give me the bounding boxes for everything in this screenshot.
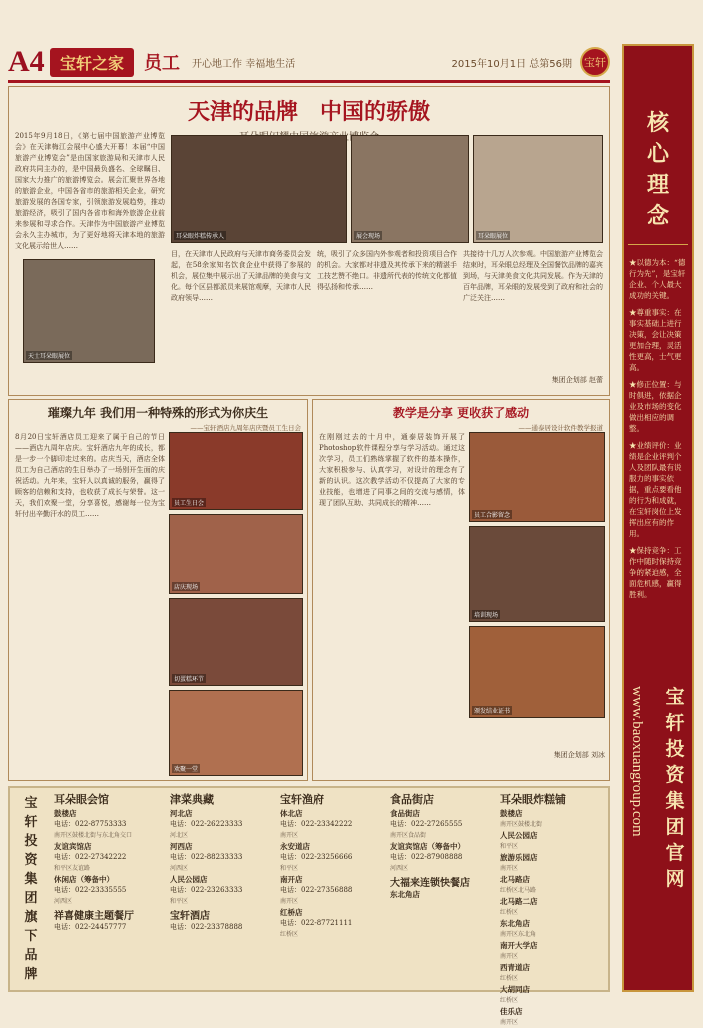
main-photo-3 [473,135,603,243]
group-site-char: 官 [665,842,685,864]
store-address: 和平区 [170,898,189,905]
sidebar-title [624,108,692,232]
store-address: 红桥区 [500,909,519,916]
store-address: 红桥区 [500,997,519,1004]
store-name: 南开店 [280,875,303,884]
store-phone: 电话：022-87721111 [280,919,353,927]
directory-label-char: 旗 [24,910,38,925]
directory-heading: 耳朵眼会馆 [54,793,109,806]
store-address: 南开区鼓楼北街与东北角交口 [54,832,133,839]
main-article [8,86,610,396]
logo-text: 宝轩 [584,56,606,69]
store-address: 红桥区北马路 [500,887,537,894]
store-phone: 电话：022-23263333 [170,886,243,894]
teaching-photo-2-caption: 培训现场 [474,612,499,619]
store-name: 旅游乐园店 [500,853,538,862]
store-address: 河西区 [54,898,73,905]
store-name: 友谊宾馆店（筹备中） [390,842,465,851]
store-name: 北马路二店 [500,897,538,906]
store-address: 南开区 [280,898,299,905]
anniversary-article-byline: ——宝轩酒店九周年店庆暨员工生日会 [190,424,301,432]
store-address: 南开区 [500,865,519,872]
store-address: 河北区 [170,832,189,839]
store-address: 南开区鼓楼北街 [500,821,543,828]
main-photo-1 [171,135,347,243]
page-number: A4 [8,45,45,78]
main-article-author: 集团企划部 赵蕾 [551,376,603,384]
anniversary-photo-3 [169,598,303,686]
core-values-sidebar [622,44,694,992]
main-photo-1-caption: 耳朵眼炸糕传承人 [176,233,225,240]
store-address: 南开区东北角 [500,931,537,938]
main-col-2: 目，在天津市人民政府与天津市商务委员会发起，在58余家知名饮食企业中获得了参展的机会，展位集中展示出了天津品牌的美食与文化。每个区县都派员来展馆观摩，天津市人民政府领导…… [171,250,311,302]
store-name: 大福来连锁快餐店 [390,878,470,889]
store-phone: 电话：022-23335555 [54,886,127,894]
sidebar-title-char: 心 [646,141,669,167]
store-name: 友谊宾馆店 [54,842,92,851]
main-photo-3-caption: 耳朵眼展位 [478,233,509,240]
anniversary-photo-2-caption: 店庆现场 [174,584,199,591]
directory-label-char: 集 [24,872,38,887]
group-site-char: 集 [665,790,685,812]
directory-col-2 [170,794,274,933]
store-name: 北马路店 [500,875,530,884]
directory-col-3 [280,794,384,940]
store-name: 人民公园店 [500,831,538,840]
directory-label-char: 品 [24,948,38,963]
teaching-photo-1-caption: 员工合影留念 [474,512,511,519]
anniversary-article [8,399,308,781]
store-phone: 电话：022-27342222 [54,853,127,861]
issue-date: 2015年10月1日 总第56期 [451,58,572,70]
store-name: 河西店 [170,842,193,851]
directory-heading: 耳朵眼炸糕铺 [500,793,566,806]
directory-label [16,794,46,984]
store-name: 大胡同店 [500,985,530,994]
teaching-article-title: 教学是分享 更收获了感动 [392,406,530,420]
sidebar-title-char: 理 [646,172,669,198]
store-phone: 电话：022-27356888 [280,886,353,894]
store-phone: 电话：022-88233333 [170,853,243,861]
store-name: 人民公园店 [170,875,208,884]
anniversary-photo-3-caption: 切蛋糕环节 [174,676,205,683]
group-site-label [662,684,688,892]
store-name: 河北店 [170,809,193,818]
group-site-char: 轩 [665,712,685,734]
anniversary-photo-1-caption: 员工生日会 [174,500,205,507]
brand-directory [8,786,610,1026]
store-address: 南开区 [280,832,299,839]
store-name: 红桥店 [280,908,303,917]
value-item: ★尊重事实：在事实基础上进行决策，会让决策更加合理，灵活性更高，士气更高。 [629,308,682,372]
directory-label-char: 资 [24,853,38,868]
store-address: 南开区 [500,953,519,960]
store-address: 河西区 [390,865,409,872]
values-list [624,257,692,600]
store-phone: 电话：022-23342222 [280,820,353,828]
directory-label-char: 下 [24,929,38,944]
main-photo-2 [351,135,469,243]
group-site-char: 团 [665,816,685,838]
group-site-char: 网 [665,868,685,890]
sidebar-divider [628,244,688,245]
slogan: 开心地工作 幸福地生活 [192,58,296,70]
group-site-char: 宝 [665,686,685,708]
directory-heading: 食品街店 [390,793,434,806]
store-name: 宝轩酒店 [170,911,210,922]
masthead [8,44,610,80]
main-article-title: 天津的品牌 中国的骄傲 [187,99,430,125]
value-item: ★保持竞争：工作中随时保持竞争的紧迫感，全面危机感，赢得胜利。 [629,546,682,599]
teaching-photo-3-caption: 颁发结业证书 [474,708,511,715]
store-address: 红桥区 [280,931,299,938]
teaching-photo-1 [469,432,605,522]
directory-label-char: 轩 [24,815,38,830]
main-photo-4-caption: 天士耳朵眼展位 [28,353,71,360]
teaching-photo-2 [469,526,605,622]
store-phone: 电话：022-23256666 [280,853,353,861]
directory-col-4 [390,794,494,900]
section-name: 员工 [144,53,181,74]
main-photo-2-caption: 展会现场 [356,233,381,240]
directory-label-char: 投 [24,834,38,849]
store-name: 佳乐店 [500,1007,523,1016]
main-col-1: 2015年9月18日，《第七届中国旅游产业博览会》在天津梅江会展中心盛大开幕！本届“中国旅游产业博览会”是由国家旅游局和天津市人民政府共同主办的，是中国最负盛名、全球瞩目、国家大力推广的旅游博览会。展会汇聚世界各地的旅游企业，中国各省市的旅游相关企业，研究旅游发展的各国专家，引领旅游发展趋势，推动旅游经济，吸引了国内各省市和海外旅游企业前来参展和寻求合作。天津作为中国旅游产业博览会永久主办城市，为了更好地将天津本地的旅游文化展示给世人…… [15,132,165,250]
logo-icon [580,47,610,77]
main-col-3: 统，吸引了众多国内外参观者和投资项目合作的机会。大家都对非遗及其传承下来的精湛手工技艺赞不绝口。非遗所代表的传统文化都值得弘扬和传承…… [317,250,457,291]
store-phone: 电话：022-26223333 [170,820,243,828]
store-name: 鼓楼店 [500,809,523,818]
store-phone: 电话：022-23378888 [170,923,243,931]
teaching-article-byline: ——通泰居设计软件教学报道 [518,424,603,432]
teaching-article-body: 在刚刚过去的十月中，通泰居装饰开展了Photoshop软件课程分享与学习活动。通过这次学习，员工们熟练掌握了软件的基本操作，大家积极参与、认真学习，对设计的理念有了新的认识。这次教学活动不仅提高了大家的专业技能，也增进了同事之间的交流与感情，体现了团队互助、共同成长的精神…… [319,433,465,507]
store-name: 东北角店 [500,919,530,928]
store-name: 食品街店 [390,809,420,818]
anniversary-photo-4 [169,690,303,776]
anniversary-article-body: 8月20日宝轩酒店员工迎来了属于自己的节日——酒店九周年店庆。宝轩酒店九年的成长，都是一步一个脚印走过来的。店庆当天，酒店全体员工为自己酒店的生日举办了一场别开生面的庆祝活动。九年来，宝轩人以真诚的服务，赢得了顾客的信赖和支持，也收获了成长与荣誉。这一天，我们欢聚一堂，分享喜悦，感谢每一位为宝轩付出辛勤汗水的员工…… [15,433,165,518]
teaching-article [312,399,610,781]
anniversary-photo-2 [169,514,303,594]
store-address: 河西区 [170,865,189,872]
store-name: 永安道店 [280,842,310,851]
store-phone: 电话：022-87753333 [54,820,127,828]
store-address: 和平区 [280,865,299,872]
directory-label-char: 牌 [24,967,38,982]
store-address: 南开区食品街 [390,832,427,839]
sidebar-title-char: 念 [646,203,669,229]
website-url[interactable]: www.baoxuangroup.com [629,686,645,837]
value-item: ★业绩评价：业绩是企业评判个人及团队最有说服力的事实依据，重点要看他的行为和成就，在宝轩岗位上发挥出应有的作用。 [629,441,682,538]
main-photo-4 [23,259,155,363]
value-item: ★修正位置：与时俱进，依据企业及市场的变化做出相应的调整。 [629,380,682,433]
anniversary-photo-4-caption: 欢聚一堂 [174,766,199,773]
store-name: 东北角店 [390,890,420,899]
store-address: 南开区 [500,1019,519,1026]
store-name: 西青道店 [500,963,530,972]
header-rule [8,80,610,83]
main-col-4: 共接待十几万人次参观。中国旅游产业博览会结束时，耳朵眼总经理及全国餐饮品牌的嘉宾到场，与天津美食文化共同发展。作为天津的百年品牌，耳朵眼的发展受到了政府和社会的广泛关注…… [463,250,603,302]
directory-heading: 宝轩渔府 [280,793,324,806]
store-name: 南开大学店 [500,941,538,950]
anniversary-photo-1 [169,432,303,510]
store-address: 和平区友谊路 [54,865,91,872]
brand-title: 宝轩之家 [50,48,134,77]
group-site-char: 投 [665,738,685,760]
sidebar-title-char: 核 [646,110,669,136]
store-address: 红桥区 [500,975,519,982]
directory-label-char: 宝 [24,796,38,811]
store-phone: 电话：022-87908888 [390,853,463,861]
store-phone: 电话：022-24457777 [54,923,127,931]
store-name: 祥喜健康主题餐厅 [54,911,134,922]
value-item: ★以德为本：“德行为先”，是宝轩企业、个人最大成功的关键。 [629,258,686,300]
store-name: 休闲店（筹备中） [54,875,114,884]
directory-col-5 [500,794,606,1028]
anniversary-article-title: 璀璨九年 我们用一种特殊的形式为你庆生 [47,406,269,420]
store-name: 体北店 [280,809,303,818]
store-name: 鼓楼店 [54,809,77,818]
teaching-photo-3 [469,626,605,718]
store-phone: 电话：022-27265555 [390,820,463,828]
directory-heading: 津菜典藏 [170,793,214,806]
teaching-article-author: 集团企划部 刘冰 [553,751,605,759]
directory-label-char: 团 [24,891,38,906]
group-site-char: 资 [665,764,685,786]
directory-col-1 [54,794,164,933]
store-address: 和平区 [500,843,519,850]
